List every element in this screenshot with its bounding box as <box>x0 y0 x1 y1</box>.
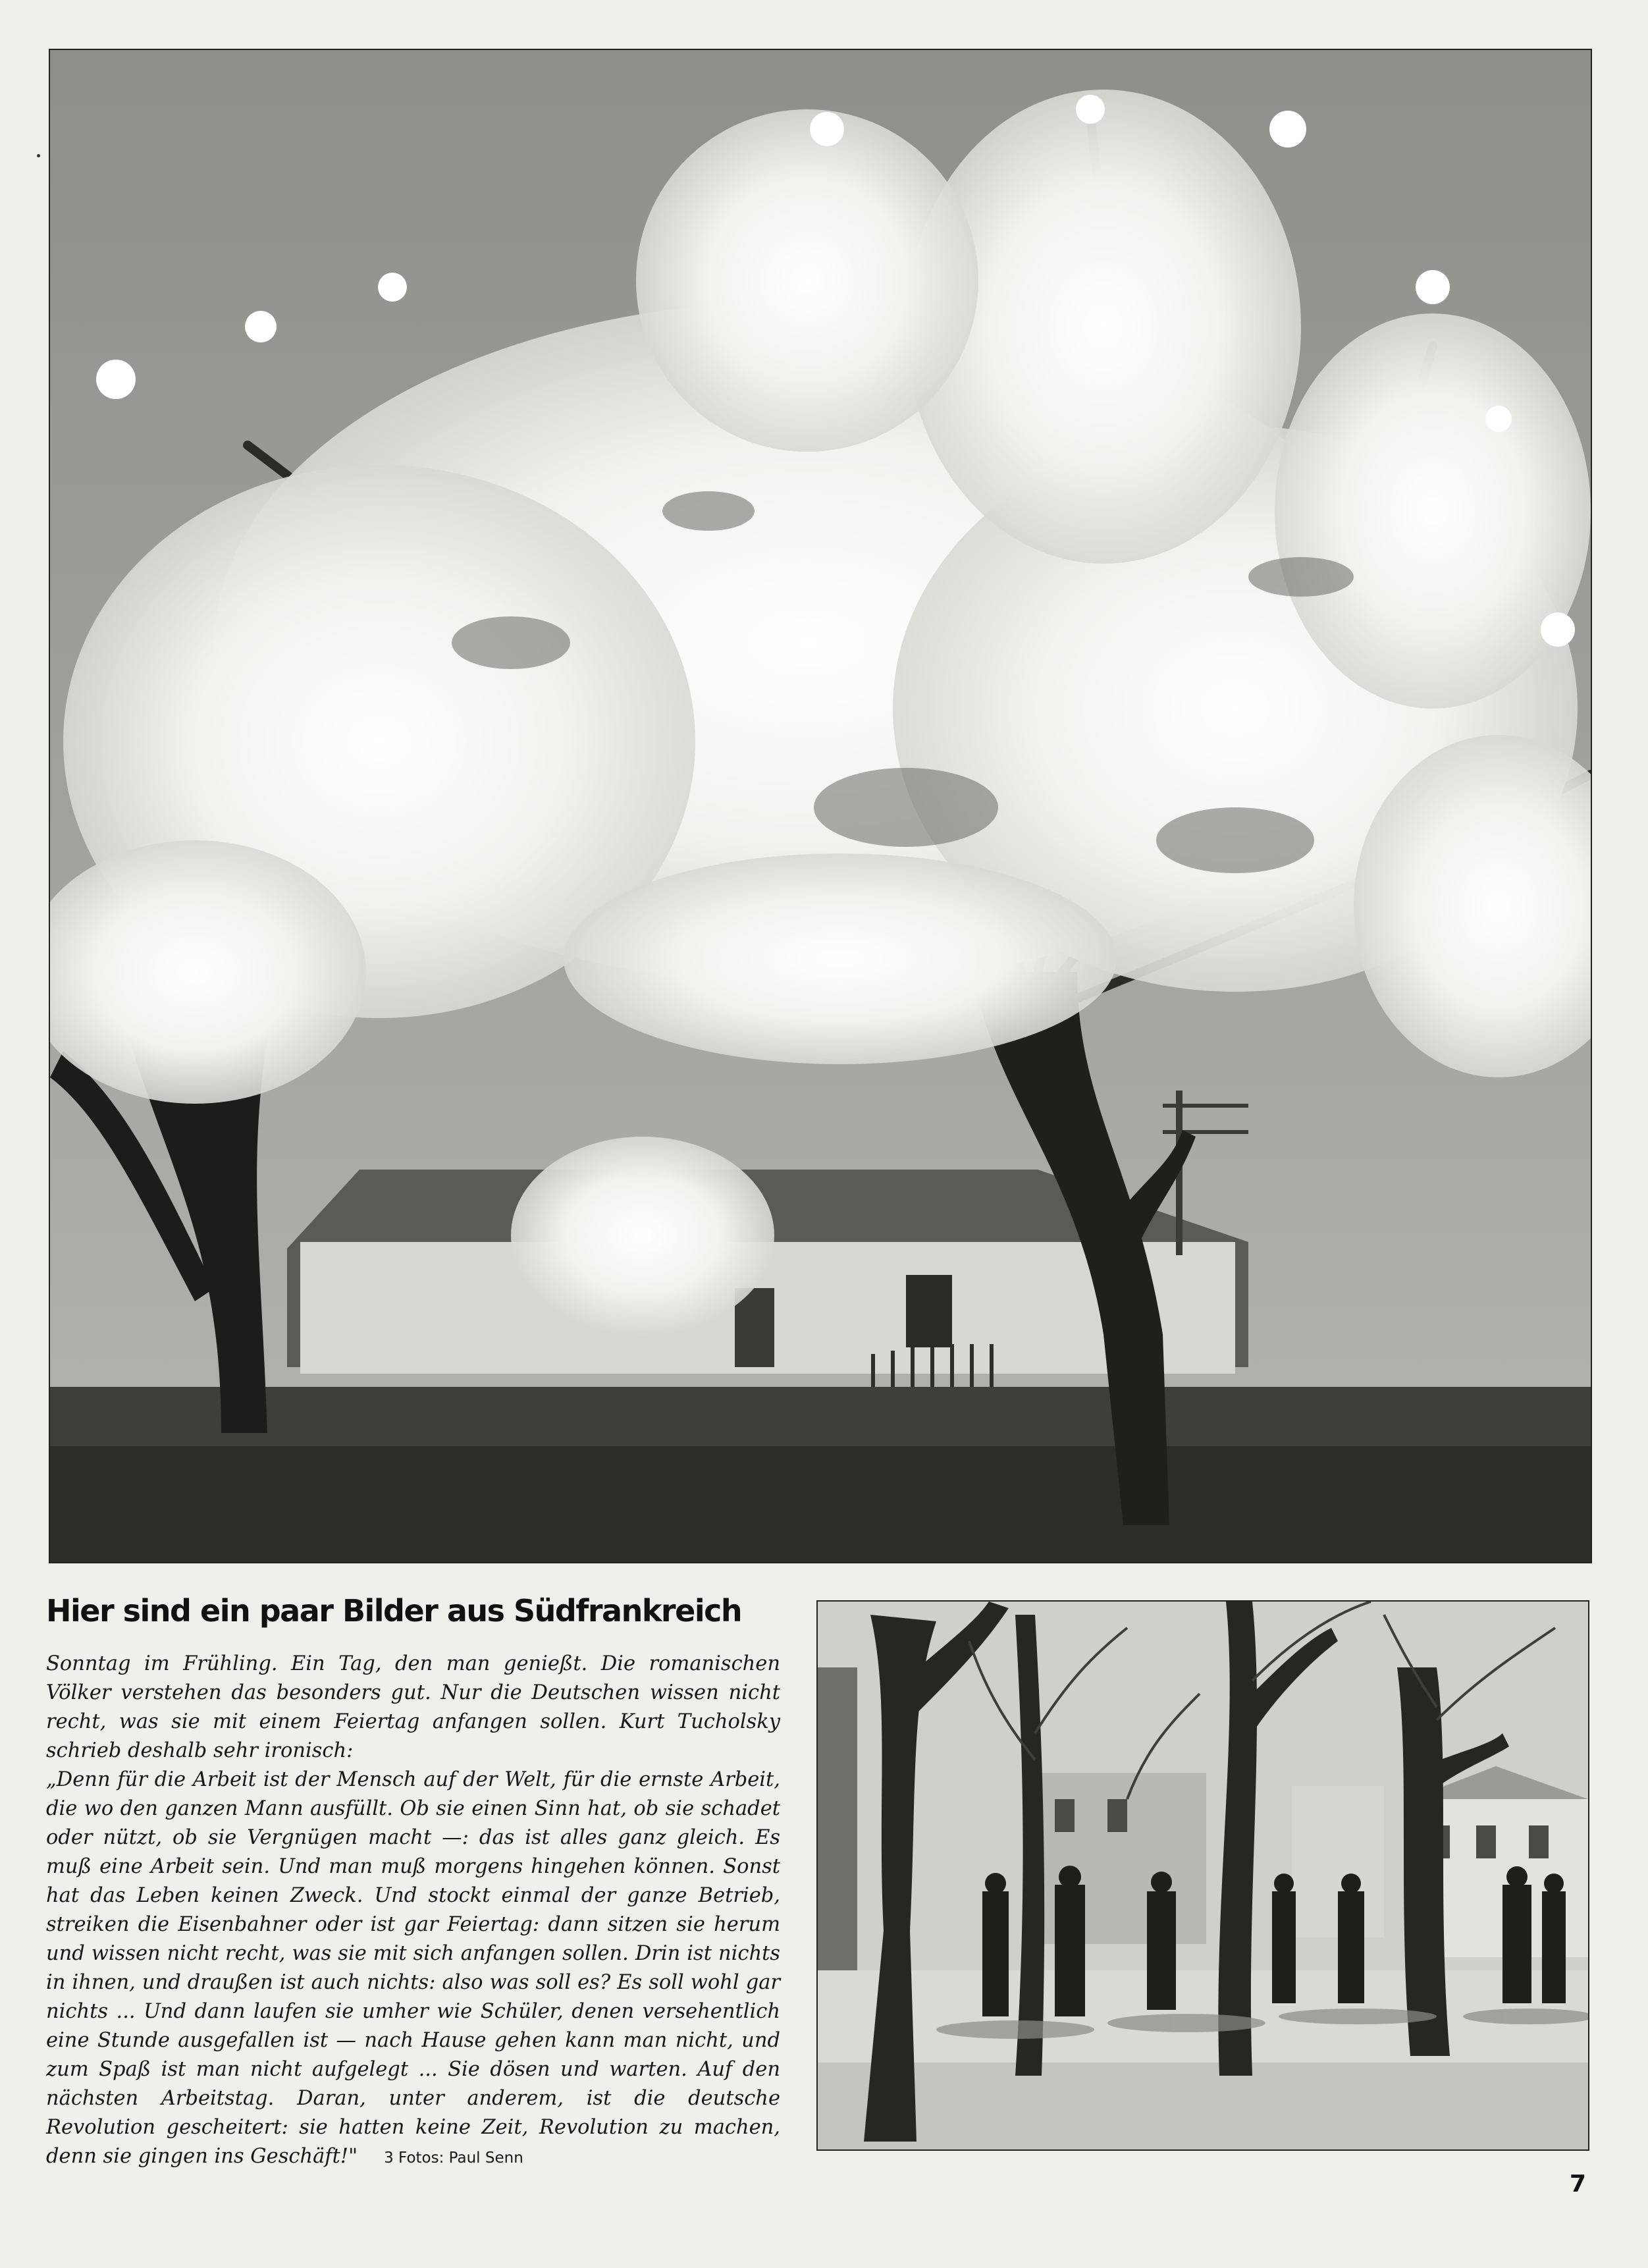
blossom-tree-photo <box>49 49 1592 1563</box>
village-square-illustration <box>818 1602 1588 2149</box>
photo-credit: 3 Fotos: Paul Senn <box>384 2149 523 2167</box>
article-quote-text: „Denn für die Arbeit ist der Mensch auf der Welt, für die ernste Arbeit, die wo den ganzen Mann ausfüllt. Ob sie einen Sinn hat, ob sie schadet oder nützt, ob sie Vergnügen macht —: das ist alles ganz gleich. Es muß eine Arbeit sein. Und man muß morgens hingehen können. Sonst hat das Leben keinen Zweck. Und stockt einmal der ganze Betrieb, streiken die Eisenbahner oder ist gar Feiertag: dann sitzen sie herum und wissen nicht recht, was sie mit sich anfangen sollen. Drin ist nichts in ihnen, und draußen ist auch nichts: also was soll es? Es soll wohl gar nichts ... Und dann laufen sie umher wie Schüler, denen versehentlich eine Stunde ausgefallen ist — nach Hause gehen kann man nicht, und zum Spaß ist man nicht aufgelegt ... Sie dösen und warten. Auf den nächsten Arbeitstag. Daran, unter anderem, ist die deutsche Revolution gescheitert: sie hatten keine Zeit, Revolution zu machen, denn sie gingen ins Geschäft!" <box>46 1768 780 2168</box>
article-quote <box>46 1766 780 2173</box>
print-speck <box>37 154 40 157</box>
village-square-photo <box>816 1600 1589 2151</box>
blossom-tree-illustration <box>50 50 1591 1562</box>
article-intro: Sonntag im Frühling. Ein Tag, den man genießt. Die romanischen Völker verstehen das besonders gut. Nur die Deutschen wissen nicht recht, was sie mit einem Feiertag anfangen sollen. Kurt Tucholsky schrieb deshalb sehr ironisch: <box>46 1652 780 1762</box>
headline: Hier sind ein paar Bilder aus Südfrankreich <box>46 1593 742 1629</box>
article-body <box>46 1650 780 2173</box>
page-number: 7 <box>1570 2171 1587 2198</box>
